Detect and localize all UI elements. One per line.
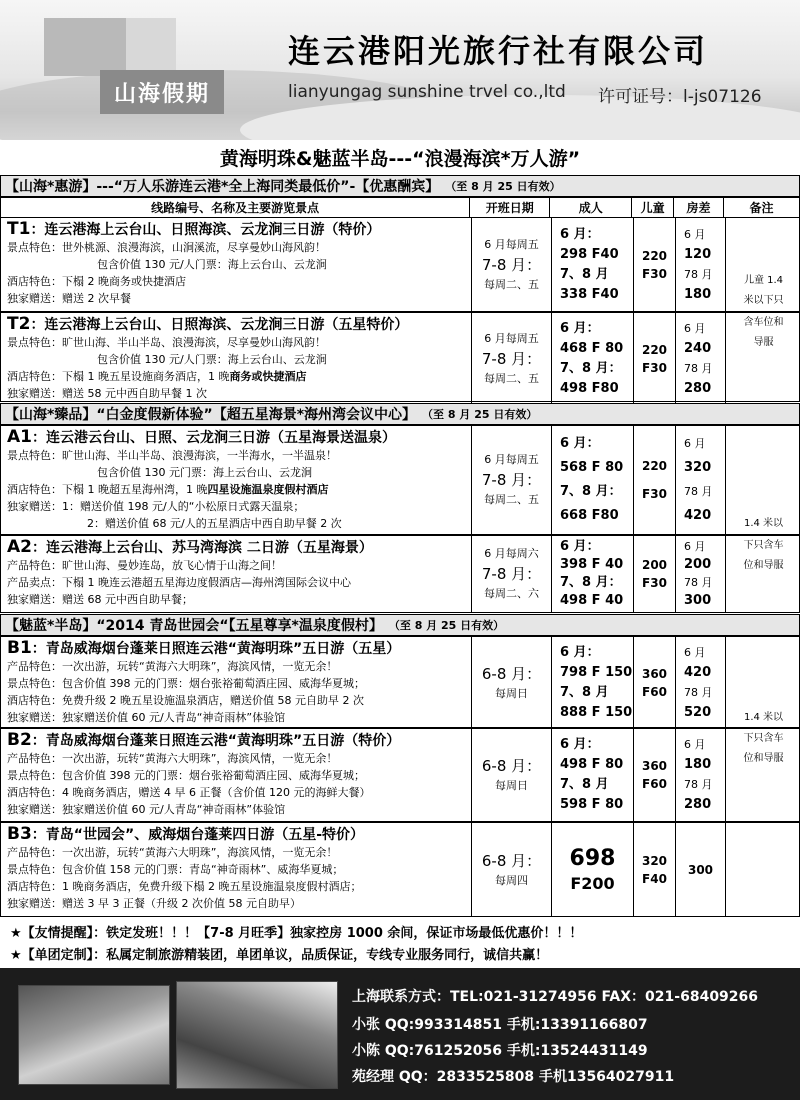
price-text: 320 <box>684 460 712 475</box>
tour-dates <box>471 823 551 916</box>
price-text: 220 <box>641 459 668 473</box>
tour-name: ：连云港海上云台山、日照海滨、云龙涧三日游（五星特价） <box>30 317 409 333</box>
child-price <box>633 536 675 612</box>
tour-line: 产品特色：一次出游，玩转“黄海六大明珠”，海滨风情，一览无余！ <box>7 752 338 765</box>
price-text: 6 月 <box>684 645 706 659</box>
price-text: 698 <box>569 845 616 871</box>
section-header <box>0 614 800 636</box>
date-text: 每周二、五 <box>484 371 539 385</box>
price-text: 78 月 <box>684 267 713 281</box>
section-validity: （至 8 月 25 日有效） <box>422 408 538 421</box>
tour-row <box>0 728 800 822</box>
price-text: 280 <box>684 797 712 812</box>
remark-text: 位和导服 <box>743 753 784 764</box>
tour-dates <box>471 729 551 821</box>
price-text: 78 月 <box>684 485 713 498</box>
price-text: 200 <box>641 558 668 572</box>
company-name: 连云港阳光旅行社有限公司 <box>288 32 709 70</box>
remark-text: 含车位和 <box>743 317 784 328</box>
price-text: F200 <box>570 873 615 893</box>
price-text: 7、8 月： <box>560 484 622 499</box>
tour-line: 包含价值 130 元/人门票：海上云台山、云龙涧 <box>97 353 327 366</box>
remark-text: 儿童 1.4 <box>743 275 784 286</box>
price-text: 7、8 月： <box>560 575 622 590</box>
tour-row <box>0 425 800 535</box>
date-text: 6 月每周五 <box>484 237 539 251</box>
tour-line: 酒店特色：1 晚商务酒店，免费升级下榻 2 晚五星设施温泉度假村酒店； <box>7 880 362 893</box>
child-price <box>633 637 675 728</box>
price-text: 338 F40 <box>560 286 619 302</box>
child-price <box>633 218 675 311</box>
room-difference <box>675 426 725 534</box>
tour-line: 产品卖点：下榻 1 晚连云港超五星海边度假酒店—海州湾国际会议中心 <box>7 576 351 589</box>
tour-title <box>7 731 400 750</box>
tour-code: B2 <box>7 730 32 750</box>
price-text: 180 <box>684 286 712 302</box>
tour-line-part: 酒店特色：下榻 1 晚超五星海州湾，1 晚 <box>7 483 208 496</box>
tour-line: 景点特色：包含价值 158 元的门票：青岛“神奇雨林”、威海华夏城； <box>7 863 344 876</box>
child-price <box>633 729 675 821</box>
date-text: 6-8 月： <box>481 757 542 775</box>
tour-code: T1 <box>7 219 31 239</box>
adult-price <box>551 536 633 612</box>
room-difference <box>675 536 725 612</box>
remark-text: 位和导服 <box>743 560 784 571</box>
tour-code: T2 <box>7 314 31 334</box>
price-text: 568 F 80 <box>560 460 624 475</box>
price-text: 6 月 <box>684 321 706 335</box>
tour-details <box>1 426 471 534</box>
tour-code: A1 <box>7 427 32 447</box>
tour-line <box>7 368 307 385</box>
tour-line-part: 酒店特色：下榻 1 晚五星设施商务酒店，1 晚 <box>7 370 230 383</box>
adult-price <box>551 729 633 821</box>
column-header: 房差 <box>674 198 724 218</box>
remark-text: 1.4 米以 <box>743 518 784 529</box>
tour-title <box>7 220 380 239</box>
mountain-photo <box>176 981 338 1089</box>
section-header <box>0 403 800 425</box>
price-text: 78 月 <box>684 685 713 699</box>
tour-dates <box>471 536 551 612</box>
remarks <box>725 218 800 311</box>
tour-row <box>0 217 800 312</box>
tour-line: 独家赠送：赠送 2 次早餐 <box>7 292 131 305</box>
tour-details <box>1 729 471 821</box>
child-price <box>633 823 675 916</box>
room-difference <box>675 823 725 916</box>
adult-price <box>551 313 633 404</box>
remarks <box>725 729 800 821</box>
section-title: 【山海*惠游】---“万人乐游连云港*全上海同类最低价”-【优惠酬宾】 <box>5 179 440 195</box>
tour-line: 独家赠送：独家赠送价值 60 元/人青岛“神奇雨林”体验馆 <box>7 711 286 724</box>
date-text: 6 月每周六 <box>484 547 539 560</box>
room-difference <box>675 313 725 404</box>
price-text: 298 F40 <box>560 246 619 262</box>
column-header: 儿童 <box>632 198 674 218</box>
logo-block <box>44 18 126 76</box>
price-text: F30 <box>642 266 667 281</box>
tour-name: ：连云港海上云台山、日照海滨、云龙涧三日游（特价） <box>30 222 381 238</box>
price-text: 6 月 <box>684 437 706 450</box>
tour-dates <box>471 218 551 311</box>
tour-line: 酒店特色：免费升级 2 晚五星设施温泉酒店，赠送价值 58 元自助早 2 次 <box>7 694 364 707</box>
tour-line: 景点特色：包含价值 398 元的门票：烟台张裕葡萄酒庄园、威海华夏城； <box>7 769 365 782</box>
date-text: 每周四 <box>495 873 528 887</box>
price-text: 6 月 <box>684 540 706 553</box>
price-text: 200 <box>684 557 712 572</box>
price-text: F30 <box>642 360 667 375</box>
price-text: 300 <box>687 862 714 877</box>
tour-name: ：连云港海上云台山、苏马湾海滨 二日游（五星海景） <box>32 540 373 556</box>
column-header: 成人 <box>550 198 632 218</box>
contact-shanghai: 上海联系方式：TEL:021-31274956 FAX：021-68409266 <box>352 989 759 1005</box>
price-text: F30 <box>642 576 667 590</box>
date-text: 6-8 月： <box>481 664 542 683</box>
room-difference <box>675 729 725 821</box>
tour-line-highlight: 商务或快捷酒店 <box>229 370 307 383</box>
tour-row <box>0 636 800 728</box>
price-text: 7、8 月 <box>560 777 609 792</box>
contact-zhang: 小张 QQ:993314851 手机:13391166807 <box>352 1017 648 1033</box>
price-text: F60 <box>642 684 667 699</box>
price-text: 360 <box>641 666 668 681</box>
tour-details <box>1 637 471 728</box>
price-text: 360 <box>641 759 668 773</box>
custom-group-note: ★【单团定制】：私属定制旅游精装团，单团单议，品质保证，专线专业服务同行，诚信共赢！ <box>10 948 549 963</box>
section-header <box>0 175 800 197</box>
price-text: 6 月： <box>560 226 600 242</box>
tour-line: 2：赠送价值 68 元/人的五星酒店中西自助早餐 2 次 <box>87 517 342 530</box>
tour-title <box>7 315 408 334</box>
price-text: 498 F 40 <box>560 593 624 608</box>
tour-details <box>1 218 471 311</box>
price-text: 598 F 80 <box>560 797 624 812</box>
tour-line: 景点特色：旷世山海、半山半岛、浪漫海滨，一半海水，一半温泉！ <box>7 449 337 462</box>
remarks <box>725 823 800 916</box>
tour-line-highlight: 四星设施温泉度假村酒店 <box>207 483 329 496</box>
tour-row <box>0 535 800 613</box>
price-text: 220 <box>641 342 668 357</box>
tour-line: 独家赠送：1：赠送价值 198 元/人的“小松原日式露天温泉； <box>7 500 305 513</box>
remarks <box>725 536 800 612</box>
tour-line: 独家赠送：赠送 58 元中西自助早餐 1 次 <box>7 387 207 400</box>
tour-line: 景点特色：旷世山海、半山半岛、浪漫海滨，尽享曼妙山海风韵！ <box>7 336 326 349</box>
remarks <box>725 313 800 404</box>
tour-code: B3 <box>7 824 32 844</box>
tour-line: 产品特色：一次出游，玩转“黄海六大明珠”，海滨风情，一览无余！ <box>7 846 338 859</box>
price-text: 6 月 <box>684 227 706 241</box>
price-text: F40 <box>642 871 667 886</box>
tour-line: 独家赠送：赠送 3 早 3 正餐（升级 2 次价值 58 元自助早） <box>7 897 301 910</box>
tour-title <box>7 538 373 557</box>
price-text: 420 <box>684 508 712 523</box>
date-text: 每周二、五 <box>484 277 539 291</box>
tour-details <box>1 536 471 612</box>
tour-line: 景点特色：包含价值 398 元的门票：烟台张裕葡萄酒庄园、威海华夏城； <box>7 677 365 690</box>
date-text: 每周二、六 <box>484 587 539 600</box>
tour-line: 产品特色：旷世山海、曼妙连岛，放飞心情于山海之间！ <box>7 559 282 572</box>
tour-name: ：青岛威海烟台蓬莱日照连云港“黄海明珠”五日游（五星） <box>31 641 401 657</box>
price-text: 180 <box>684 757 712 772</box>
column-header: 线路编号、名称及主要游览景点 <box>1 198 470 218</box>
section-validity: （至 8 月 25 日有效） <box>388 619 505 632</box>
date-text: 每周日 <box>495 779 528 792</box>
tour-details <box>1 823 471 916</box>
date-text: 每周日 <box>495 686 528 700</box>
reminder-note: ★【友情提醒】：铁定发班！！！【7-8 月旺季】独家控房 1000 余间，保证市场最低优惠价！！！ <box>10 926 583 941</box>
section-title: 【魅蓝*半岛】“2014 青岛世园会“【五星尊享*温泉度假村】 <box>5 618 383 634</box>
date-text: 7-8 月： <box>481 471 542 489</box>
price-text: 78 月 <box>684 778 713 791</box>
tour-name: ：连云港云台山、日照、云龙涧三日游（五星海景送温泉） <box>32 430 396 446</box>
remark-text: 1.4 米以 <box>743 712 784 723</box>
price-text: 78 月 <box>684 576 713 589</box>
date-text: 6-8 月： <box>481 851 542 870</box>
price-text: 78 月 <box>684 361 713 375</box>
column-header-row <box>0 197 800 218</box>
tour-title <box>7 428 396 447</box>
date-text: 7-8 月： <box>481 255 542 274</box>
price-text: F60 <box>642 777 667 791</box>
tour-name: ：青岛威海烟台蓬莱日照连云港“黄海明珠”五日游（特价） <box>31 733 401 749</box>
tour-title <box>7 825 364 844</box>
price-text: 120 <box>684 246 712 262</box>
tour-dates <box>471 637 551 728</box>
tour-line <box>7 481 329 498</box>
tour-line: 独家赠送：赠送 68 元中西自助早餐； <box>7 593 193 606</box>
child-price <box>633 313 675 404</box>
room-difference <box>675 637 725 728</box>
contact-chen: 小陈 QQ:761252056 手机:13524431149 <box>352 1043 648 1059</box>
price-text: 6 月： <box>560 737 600 752</box>
price-text: 320 <box>641 853 668 868</box>
date-text: 7-8 月： <box>481 349 542 368</box>
beach-photo <box>18 985 170 1085</box>
remark-text: 下只含车 <box>743 733 784 744</box>
child-price <box>633 426 675 534</box>
tour-title <box>7 639 400 658</box>
price-text: 420 <box>684 664 712 680</box>
date-text: 6 月每周五 <box>484 331 539 345</box>
remark-text: 下只含车 <box>743 540 784 551</box>
price-text: 798 F 150 <box>560 664 633 680</box>
date-text: 7-8 月： <box>481 565 542 583</box>
price-text: F30 <box>642 487 667 501</box>
adult-price <box>551 218 633 311</box>
logo-block <box>126 18 176 76</box>
header-banner <box>0 0 800 140</box>
section-validity: （至 8 月 25 日有效） <box>445 180 561 193</box>
adult-price <box>551 823 633 916</box>
price-text: 498 F80 <box>560 380 619 396</box>
price-text: 7、8 月 <box>560 684 609 700</box>
contact-manager: 苑经理 QQ：2833525808 手机13564027911 <box>352 1069 675 1085</box>
date-text: 6 月每周五 <box>484 453 539 466</box>
price-text: 498 F 80 <box>560 757 624 772</box>
price-text: 6 月 <box>684 738 706 751</box>
price-text: 6 月： <box>560 436 600 451</box>
room-difference <box>675 218 725 311</box>
logo: 山海假期 <box>100 70 224 114</box>
price-text: 6 月： <box>560 644 600 660</box>
tour-line: 产品特色：一次出游，玩转“黄海六大明珠”，海滨风情，一览无余！ <box>7 660 338 673</box>
price-text: 888 F 150 <box>560 704 633 720</box>
remarks <box>725 426 800 534</box>
tour-dates <box>471 313 551 404</box>
price-text: 398 F 40 <box>560 557 624 572</box>
tour-line: 酒店特色：下榻 2 晚商务或快捷酒店 <box>7 275 186 288</box>
section-title: 【山海*臻品】“白金度假新体验”【超五星海景*海州湾会议中心】 <box>5 407 417 423</box>
tour-name: ：青岛“世园会”、威海烟台蓬莱四日游（五星-特价） <box>31 827 365 843</box>
price-text: 220 <box>641 248 668 263</box>
tour-row <box>0 312 800 402</box>
column-header: 备注 <box>724 198 800 218</box>
price-text: 468 F 80 <box>560 340 624 356</box>
tour-dates <box>471 426 551 534</box>
adult-price <box>551 637 633 728</box>
price-text: 520 <box>684 704 712 720</box>
tour-line: 独家赠送：独家赠送价值 60 元/人青岛“神奇雨林”体验馆 <box>7 803 286 816</box>
tour-details <box>1 313 471 404</box>
adult-price <box>551 426 633 534</box>
tour-code: A2 <box>7 537 32 557</box>
tour-line: 酒店特色：4 晚商务酒店，赠送 4 早 6 正餐（含价值 120 元的海鲜大餐） <box>7 786 371 799</box>
column-header: 开班日期 <box>470 198 550 218</box>
tour-line: 包含价值 130 元门票：海上云台山、云龙涧 <box>97 466 312 479</box>
price-text: 280 <box>684 380 712 396</box>
price-text: 668 F80 <box>560 508 619 523</box>
tour-line: 景点特色：世外桃源、浪漫海滨，山涧溪流，尽享曼妙山海风韵！ <box>7 241 326 254</box>
tour-line: 包含价值 130 元/人门票：海上云台山、云龙涧 <box>97 258 327 271</box>
date-text: 每周二、五 <box>484 493 539 506</box>
price-text: 6 月： <box>560 320 600 336</box>
license-number: 许可证号：l-js07126 <box>598 87 762 107</box>
remark-text: 导服 <box>753 337 774 348</box>
tour-row <box>0 822 800 917</box>
remarks <box>725 637 800 728</box>
price-text: 7、8 月： <box>560 360 622 376</box>
tour-code: B1 <box>7 638 32 658</box>
remark-text: 米以下只 <box>743 295 784 306</box>
price-text: 240 <box>684 340 712 356</box>
price-text: 300 <box>684 593 712 608</box>
price-text: 7、8 月 <box>560 266 609 282</box>
price-text: 6 月： <box>560 539 600 554</box>
company-name-english: lianyungag sunshine trvel co.,ltd <box>288 82 566 102</box>
main-title: 黄海明珠&魅蓝半岛---“浪漫海滨*万人游” <box>219 148 581 170</box>
